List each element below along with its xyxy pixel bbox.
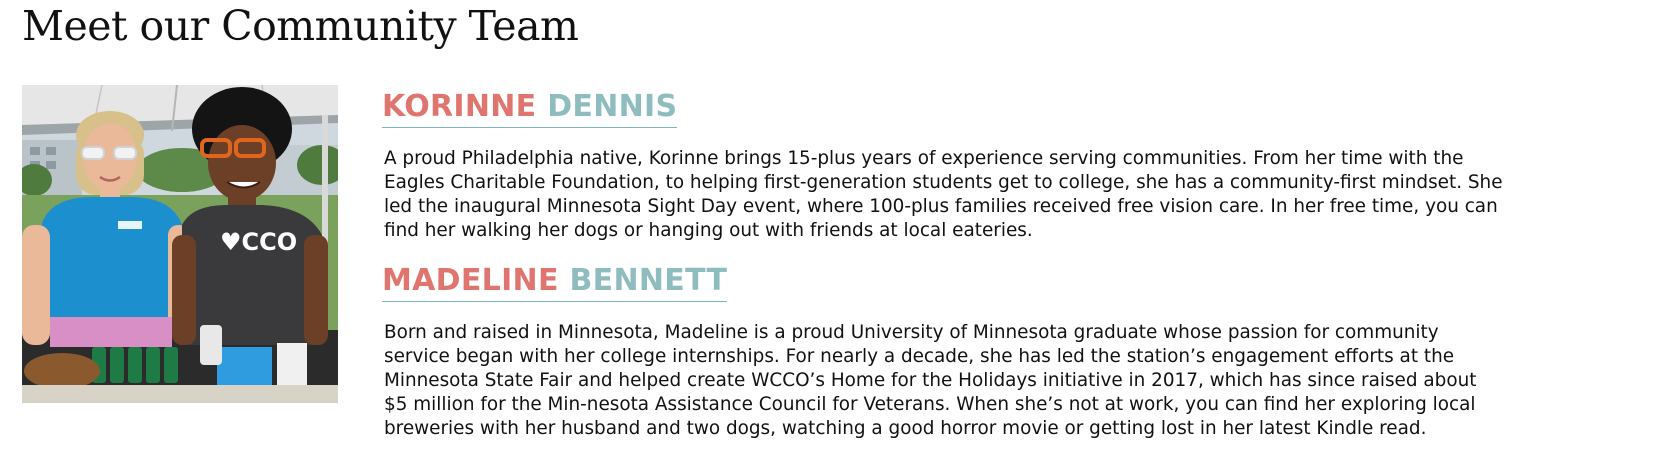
member-last-name: DENNIS — [547, 89, 678, 124]
member-first-name: MADELINE — [382, 263, 559, 298]
member-name — [382, 88, 677, 128]
page-title: Meet our Community Team — [22, 2, 579, 50]
member-bio: Born and raised in Minnesota, Madeline is a proud University of Minnesota graduate whose passion for community service began with her college internships. For nearly a decade, she has led the station’s engagement efforts at the Minnesota State Fair and helped create WCCO’s Home for the Holidays initiative in 2017, which has since raised about $5 million for the Min-nesota Assistance Council for Veterans. When she’s not at work, you can find her exploring local breweries with her husband and two dogs, watching a good horror movie or getting lost in her latest Kindle read. — [384, 322, 1477, 439]
member-bio: A proud Philadelphia native, Korinne brings 15-plus years of experience serving communities. From her time with the Eagles Charitable Foundation, to helping first-generation students get to college, she has a community-first mindset. She led the inaugural Minnesota Sight Day event, where 100-plus families received free vision care. In her free time, you can find her walking her dogs or hanging out with friends at local eateries. — [384, 148, 1503, 241]
shirt-logo: ♥CCO — [220, 228, 298, 256]
team-member-card — [383, 88, 1503, 243]
member-name — [382, 262, 727, 302]
team-photo — [22, 85, 338, 403]
member-first-name: KORINNE — [382, 89, 537, 124]
member-last-name: BENNETT — [569, 263, 728, 298]
team-member-card — [383, 262, 1503, 441]
